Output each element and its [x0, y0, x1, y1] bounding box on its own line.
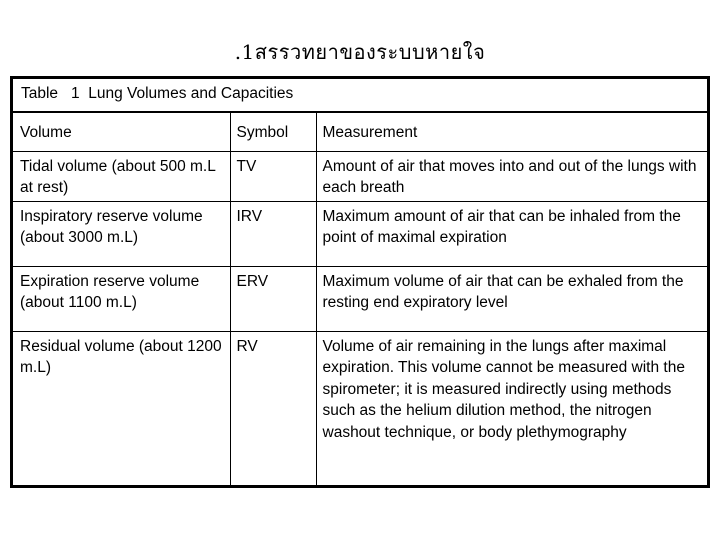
cell-symbol: IRV: [230, 201, 316, 266]
cell-symbol: RV: [230, 331, 316, 485]
cell-volume: Tidal volume (about 500 m.L at rest): [13, 151, 230, 201]
table-row: [13, 201, 707, 266]
cell-measurement: Maximum amount of air that can be inhaled from the point of maximal expiration: [316, 201, 707, 266]
header-measurement: Measurement: [316, 113, 707, 151]
cell-symbol: ERV: [230, 266, 316, 331]
cell-volume: Inspiratory reserve volume (about 3000 m.L): [13, 201, 230, 266]
table-row: [13, 266, 707, 331]
cell-symbol: TV: [230, 151, 316, 201]
cell-volume: Expiration reserve volume (about 1100 m.L): [13, 266, 230, 331]
cell-measurement: Volume of air remaining in the lungs after maximal expiration. This volume cannot be measured with the spirometer; it is measured indirectly using methods such as the helium dilution method, the nitrogen washout technique, or body plethymography: [322, 337, 685, 441]
cell-measurement: Maximum volume of air that can be exhaled from the resting end expiratory level: [316, 266, 707, 331]
data-table: [13, 113, 707, 485]
cell-volume: Residual volume (about 1200 m.L): [13, 331, 230, 485]
table-caption: Table 1 Lung Volumes and Capacities: [13, 79, 707, 113]
page-title: .1สรรวทยาของระบบหายใจ: [234, 40, 486, 64]
cell-measurement: Amount of air that moves into and out of the lungs with each breath: [316, 151, 707, 201]
table-header-row: [13, 113, 707, 151]
lung-volumes-table: [10, 76, 710, 488]
header-volume: Volume: [13, 113, 230, 151]
table-row: [13, 151, 707, 201]
header-symbol: Symbol: [230, 113, 316, 151]
table-row: [13, 331, 707, 485]
